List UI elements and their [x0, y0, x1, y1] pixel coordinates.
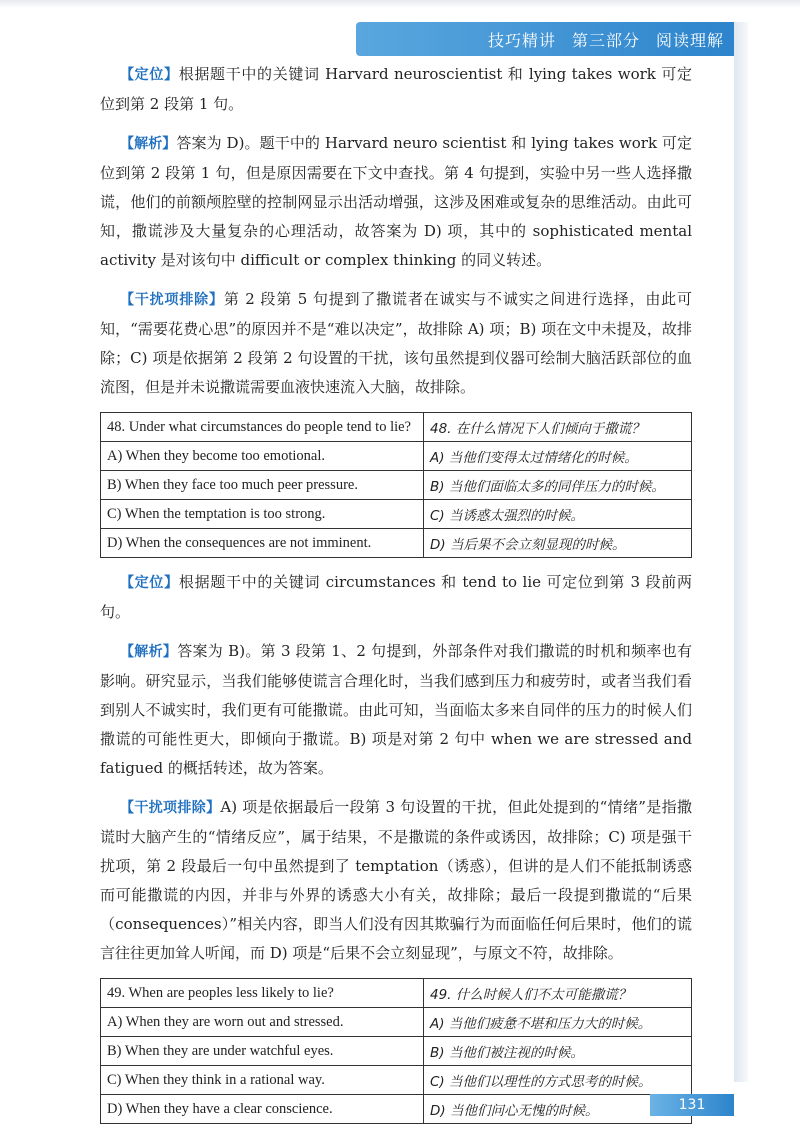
- page-number: 131: [650, 1094, 734, 1116]
- table-row: [101, 442, 692, 471]
- side-stripe: [734, 22, 748, 1082]
- paragraph-locate-48: [100, 568, 692, 627]
- option-b-zh: B) 当他们被注视的时候。: [424, 1037, 692, 1066]
- table-row: [101, 1037, 692, 1066]
- question-49-table: [100, 978, 692, 1124]
- option-b-en: B) When they are under watchful eyes.: [101, 1037, 424, 1066]
- paragraph-text: 第 2 段第 5 句提到了撒谎者在诚实与不诚实之间进行选择，由此可知，“需要花费心思”的原因并不是“难以决定”，故排除 A) 项；B) 项在文中未提及，故排除；C) 项是依据第 2 段第 2 句设置的干扰，该句虽然提到仪器可绘制大脑活跃部位的血流图，但是并未说撒谎需要血液快速流入大脑，故排除。: [100, 290, 693, 396]
- tag-analysis: 【解析】: [120, 136, 177, 152]
- paragraph-analysis-48: [100, 637, 692, 783]
- header-section-3: 阅读理解: [655, 30, 724, 50]
- paragraph-distractor-48: [100, 793, 692, 968]
- option-c-en: C) When they think in a rational way.: [101, 1066, 424, 1095]
- paragraph-text: 答案为 B)。第 3 段第 1、2 句提到，外部条件对我们撒谎的时机和频率也有影响。研究显示，当我们能够使谎言合理化时，当我们感到压力和疲劳时，或者当我们看到别人不诚实时，我们更有可能撒谎。由此可知，当面临太多来自同伴的压力的时候人们撒谎的可能性更大，即倾向于撒谎。B) 项是对第 2 句中 when we are stressed and fatigued 的概括转述，故为答案。: [100, 642, 692, 777]
- option-c-zh: C) 当诱惑太强烈的时候。: [424, 500, 692, 529]
- option-b-zh: B) 当他们面临太多的同伴压力的时候。: [424, 471, 692, 500]
- question-48-table: [100, 412, 692, 558]
- paragraph-distractor-47: [100, 285, 692, 402]
- paragraph-locate-47: [100, 60, 692, 119]
- tag-locate: 【定位】: [120, 67, 179, 83]
- main-content: [100, 60, 692, 1134]
- option-d-zh: D) 当后果不会立刻显现的时候。: [424, 529, 692, 558]
- option-a-en: A) When they are worn out and stressed.: [101, 1008, 424, 1037]
- section-header: [356, 22, 734, 56]
- header-section-2: 第三部分: [571, 30, 640, 50]
- table-row: [101, 1008, 692, 1037]
- tag-locate: 【定位】: [120, 575, 179, 591]
- table-row: [101, 413, 692, 442]
- option-b-en: B) When they face too much peer pressure.: [101, 471, 424, 500]
- option-c-en: C) When the temptation is too strong.: [101, 500, 424, 529]
- table-row: [101, 500, 692, 529]
- option-a-zh: A) 当他们疲惫不堪和压力大的时候。: [424, 1008, 692, 1037]
- paragraph-text: A) 项是依据最后一段第 3 句设置的干扰，但此处提到的“情绪”是指撒谎时大脑产生的“情绪反应”，属于结果，不是撒谎的条件或诱因，故排除；C) 项是强干扰项，第 2 段最后一句中虽然提到了 temptation（诱惑），但讲的是人们不能抵制诱惑而可能撒谎的内因，并非与外界的诱惑大小有关，故排除；最后一段提到撒谎的“后果（consequences）”相关内容，即当人们没有因其欺骗行为而面临任何后果时，他们的谎言往往更加耸人听闻，而 D) 项是“后果不会立刻显现”，与原文不符，故排除。: [100, 798, 693, 962]
- option-d-en: D) When the consequences are not imminent.: [101, 529, 424, 558]
- tag-analysis: 【解析】: [120, 644, 178, 660]
- paragraph-text: 答案为 D)。题干中的 Harvard neuro scientist 和 lying takes work 可定位到第 2 段第 1 句，但是原因需要在下文中查找。第 4 句提到，实验中另一些人选择撒谎，他们的前额颅腔壁的控制网显示出活动增强，这涉及困难或复杂的思维活动。由此可知，撒谎涉及大量复杂的心理活动，故答案为 D) 项，其中的 sophisticated mental activity 是对该句中 difficult or complex thinking 的同义转述。: [100, 134, 692, 269]
- option-c-zh: C) 当他们以理性的方式思考的时候。: [424, 1066, 692, 1095]
- paragraph-text: 根据题干中的关键词 Harvard neuroscientist 和 lying takes work 可定位到第 2 段第 1 句。: [100, 65, 692, 113]
- table-row: [101, 529, 692, 558]
- option-a-en: A) When they become too emotional.: [101, 442, 424, 471]
- option-a-zh: A) 当他们变得太过情绪化的时候。: [424, 442, 692, 471]
- header-section-1: 技巧精讲: [487, 30, 556, 50]
- question-48-en: 48. Under what circumstances do people tend to lie?: [101, 413, 424, 442]
- table-row: [101, 1066, 692, 1095]
- paragraph-analysis-47: [100, 129, 692, 275]
- paragraph-text: 根据题干中的关键词 circumstances 和 tend to lie 可定位到第 3 段前两句。: [100, 573, 692, 621]
- table-row: [101, 471, 692, 500]
- tag-distractor: 【干扰项排除】: [120, 292, 224, 308]
- question-49-zh: 49. 什么时候人们不太可能撒谎？: [424, 979, 692, 1008]
- question-49-en: 49. When are peoples less likely to lie?: [101, 979, 424, 1008]
- tag-distractor: 【干扰项排除】: [120, 800, 221, 816]
- option-d-en: D) When they have a clear conscience.: [101, 1095, 424, 1124]
- table-row: [101, 979, 692, 1008]
- table-row: [101, 1095, 692, 1124]
- option-d-zh: D) 当他们问心无愧的时候。: [424, 1095, 692, 1124]
- page-edge-shadow: [0, 0, 800, 8]
- question-48-zh: 48. 在什么情况下人们倾向于撒谎？: [424, 413, 692, 442]
